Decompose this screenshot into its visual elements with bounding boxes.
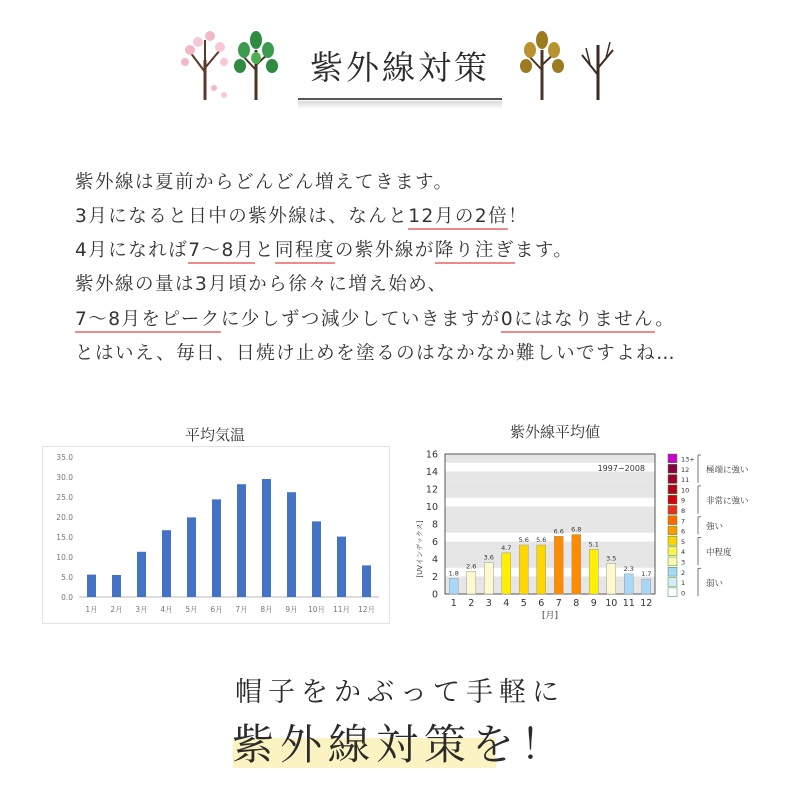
- title-underline: [298, 98, 502, 100]
- uv-chart-panel: [410, 444, 770, 624]
- temp-y-tick: 5.0: [61, 573, 73, 582]
- uv-y-tick: 0: [431, 589, 438, 601]
- temp-bar: [137, 552, 146, 597]
- uv-bar: [624, 574, 633, 594]
- page-title: 紫外線対策: [310, 48, 490, 87]
- temp-bar: [237, 484, 246, 597]
- uv-bar: [484, 563, 493, 595]
- uv-scale-level: 1: [681, 579, 686, 588]
- uv-y-tick: 14: [425, 467, 438, 478]
- uv-x-tick: 7: [555, 598, 562, 609]
- uv-x-tick: 1: [450, 598, 457, 609]
- uv-scale-swatch: [668, 526, 677, 535]
- temp-x-tick: 10月: [307, 605, 326, 614]
- uv-scale-level: 5: [681, 537, 686, 546]
- uv-bar: [554, 536, 563, 594]
- uv-y-tick: 4: [431, 554, 438, 566]
- temp-chart-title: 平均気温: [184, 426, 245, 444]
- temp-x-tick: 4月: [160, 605, 173, 614]
- uv-scale-level: 6: [681, 527, 686, 536]
- uv-scale-level: 3: [681, 558, 686, 567]
- temp-y-tick: 10.0: [56, 553, 73, 562]
- temp-bar: [362, 565, 371, 597]
- temp-bar: [212, 499, 221, 597]
- uv-y-tick: 16: [425, 449, 438, 461]
- temp-y-tick: 35.0: [56, 453, 73, 462]
- uv-scale-swatch: [668, 557, 677, 566]
- temp-bar: [287, 492, 296, 597]
- uv-bar: [642, 579, 651, 594]
- uv-scale-level: 7: [681, 517, 686, 526]
- temp-x-tick: 12月: [357, 605, 376, 614]
- uv-y-tick: 8: [431, 519, 438, 531]
- uv-value-label: 2.3: [623, 564, 634, 573]
- temp-x-tick: 8月: [260, 605, 273, 614]
- temp-x-tick: 6月: [210, 605, 223, 614]
- uv-bar: [589, 549, 598, 594]
- uv-x-tick: 11: [622, 598, 635, 609]
- bare-tree-icon: [582, 42, 613, 100]
- uv-x-tick: 2: [468, 598, 475, 609]
- uv-bar: [449, 578, 458, 594]
- uv-grid-band: [445, 489, 655, 498]
- temp-bar: [312, 521, 321, 597]
- uv-y-tick: 12: [425, 484, 438, 496]
- uv-value-label: 5.1: [588, 540, 599, 549]
- intro-text: ！: [508, 206, 529, 227]
- intro-text: 3月になると日中の紫外線は、なんと: [75, 206, 409, 227]
- temp-bar: [162, 530, 171, 597]
- temp-bar: [187, 517, 196, 597]
- uv-grid-band: [445, 542, 655, 551]
- temp-y-tick: 15.0: [56, 533, 73, 542]
- uv-grid-band: [445, 533, 655, 542]
- uv-scale-level: 11: [681, 476, 690, 485]
- uv-bar: [572, 535, 581, 595]
- uv-y-tick: 6: [431, 537, 438, 548]
- temp-x-tick: 5月: [185, 605, 198, 614]
- intro-text: 紫外線の量は3月頃から徐々に増え始め、: [75, 274, 448, 295]
- intro-line: [75, 268, 448, 302]
- uv-scale-level: 9: [681, 496, 686, 505]
- temp-x-tick: 9月: [285, 605, 298, 614]
- uv-scale-level: 13+: [681, 455, 695, 464]
- uv-x-tick: 9: [590, 598, 597, 609]
- uv-value-label: 1.7: [641, 570, 652, 579]
- uv-bar: [502, 553, 511, 594]
- uv-x-tick: 10: [605, 598, 618, 609]
- intro-text: 紫外線は夏前からどんどん増えてきます。: [75, 172, 454, 193]
- uv-scale-swatch: [668, 578, 677, 587]
- highlighted-text: 12月の2倍: [408, 206, 508, 230]
- cta-subtitle: 帽子をかぶって手軽に: [235, 677, 565, 708]
- uv-scale-swatch: [668, 495, 677, 504]
- uv-grid-band: [445, 454, 655, 463]
- uv-x-tick: 12: [640, 598, 653, 609]
- uv-bar: [467, 571, 476, 594]
- intro-text: に少しずつ減少していきますが: [220, 309, 501, 330]
- highlighted-text: 降り注ぎ: [435, 240, 515, 264]
- uv-value-label: 2.6: [466, 562, 477, 571]
- uv-scale-level: 10: [681, 486, 690, 495]
- uv-value-label: 1.8: [448, 569, 459, 578]
- uv-scale-swatch: [668, 536, 677, 545]
- temp-y-tick: 30.0: [56, 473, 73, 482]
- highlighted-text: 7〜8月をピーク: [75, 309, 221, 333]
- uv-scale-category: 極端に強い: [706, 465, 749, 476]
- temp-bar: [87, 575, 96, 597]
- uv-scale-swatch: [668, 475, 677, 484]
- uv-scale-level: 4: [681, 548, 686, 557]
- intro-text: ます。: [514, 240, 574, 261]
- uv-y-tick: 2: [431, 572, 438, 583]
- uv-x-tick: 6: [538, 598, 545, 609]
- uv-bar: [537, 545, 546, 594]
- temp-x-tick: 7月: [235, 605, 248, 614]
- uv-scale-level: 0: [681, 589, 686, 598]
- intro-text: と: [254, 240, 275, 261]
- uv-scale-level: 12: [681, 465, 690, 474]
- uv-scale-swatch: [668, 516, 677, 525]
- uv-grid-band: [445, 524, 655, 536]
- uv-scale-category: 非常に強い: [706, 496, 749, 507]
- uv-period-label: 1997−2008: [597, 464, 645, 473]
- uv-scale-swatch: [668, 547, 677, 556]
- autumn-tree-icon: [520, 31, 564, 100]
- highlighted-text: 7〜8月: [188, 240, 255, 264]
- intro-text: とはいえ、毎日、日焼け止めを塗るのはなかなか難しいですよね…: [75, 343, 677, 364]
- uv-scale-category: 弱い: [706, 578, 724, 589]
- uv-y-label: [UVインデックス]: [416, 520, 424, 578]
- uv-x-label: [月]: [541, 611, 559, 621]
- uv-y-tick: 10: [425, 502, 438, 513]
- uv-grid-band: [445, 480, 655, 489]
- uv-value-label: 5.6: [518, 536, 529, 544]
- title-underline-shadow: [298, 101, 502, 109]
- uv-scale-swatch: [668, 588, 677, 597]
- uv-grid-band: [445, 577, 655, 586]
- intro-line: [75, 234, 573, 268]
- uv-x-tick: 5: [520, 598, 527, 609]
- uv-scale-swatch: [668, 506, 677, 515]
- temp-bar: [337, 537, 346, 597]
- intro-text: 。: [655, 309, 676, 330]
- uv-scale-swatch: [668, 464, 677, 473]
- uv-value-label: 5.6: [536, 536, 547, 544]
- uv-scale-swatch: [668, 454, 677, 463]
- uv-scale-swatch: [668, 567, 677, 576]
- uv-chart-title: 紫外線平均値: [509, 423, 600, 441]
- uv-x-tick: 8: [573, 598, 580, 609]
- uv-grid-band: [445, 585, 655, 594]
- intro-text: の紫外線が: [334, 240, 435, 261]
- temp-x-tick: 2月: [110, 605, 123, 614]
- temp-bar: [262, 479, 271, 597]
- green-tree-icon: [234, 31, 278, 100]
- cta-title: 紫外線対策を！: [231, 720, 568, 769]
- uv-scale-level: 2: [681, 568, 686, 577]
- temp-x-tick: 11月: [332, 605, 351, 614]
- highlighted-text: 0にはなりません: [501, 309, 655, 333]
- uv-scale-category: 強い: [706, 522, 724, 533]
- temp-chart: [43, 447, 389, 623]
- uv-scale-level: 8: [681, 507, 686, 515]
- uv-grid-band: [445, 515, 655, 524]
- uv-x-tick: 3: [485, 598, 492, 609]
- temp-x-tick: 3月: [135, 605, 148, 614]
- uv-grid-band: [445, 550, 655, 559]
- uv-value-label: 6.6: [553, 527, 564, 536]
- intro-line: [75, 337, 676, 371]
- intro-text: 4月になれば: [75, 240, 189, 261]
- intro-line: [75, 200, 528, 234]
- uv-bar: [519, 545, 528, 594]
- intro-line: [75, 166, 454, 200]
- temp-x-tick: 1月: [85, 605, 98, 614]
- temp-y-tick: 20.0: [56, 513, 73, 522]
- intro-line: [75, 303, 675, 337]
- highlighted-text: 同程度: [275, 240, 335, 264]
- uv-value-label: 6.8: [571, 525, 582, 534]
- temp-y-tick: 0.0: [61, 593, 73, 602]
- uv-scale-swatch: [668, 485, 677, 494]
- uv-scale-category: 中程度: [706, 547, 732, 558]
- temp-chart-panel: [42, 446, 390, 624]
- blossom-tree-icon: [181, 31, 228, 100]
- uv-grid-band: [445, 507, 655, 516]
- temp-y-tick: 25.0: [56, 493, 73, 502]
- uv-grid-band: [445, 498, 655, 507]
- uv-value-label: 3.5: [606, 554, 617, 563]
- uv-x-tick: 4: [503, 598, 510, 609]
- temp-bar: [112, 575, 121, 597]
- uv-value-label: 4.7: [501, 543, 512, 552]
- uv-bar: [607, 563, 616, 594]
- uv-value-label: 3.6: [483, 553, 494, 562]
- uv-chart: [410, 444, 770, 624]
